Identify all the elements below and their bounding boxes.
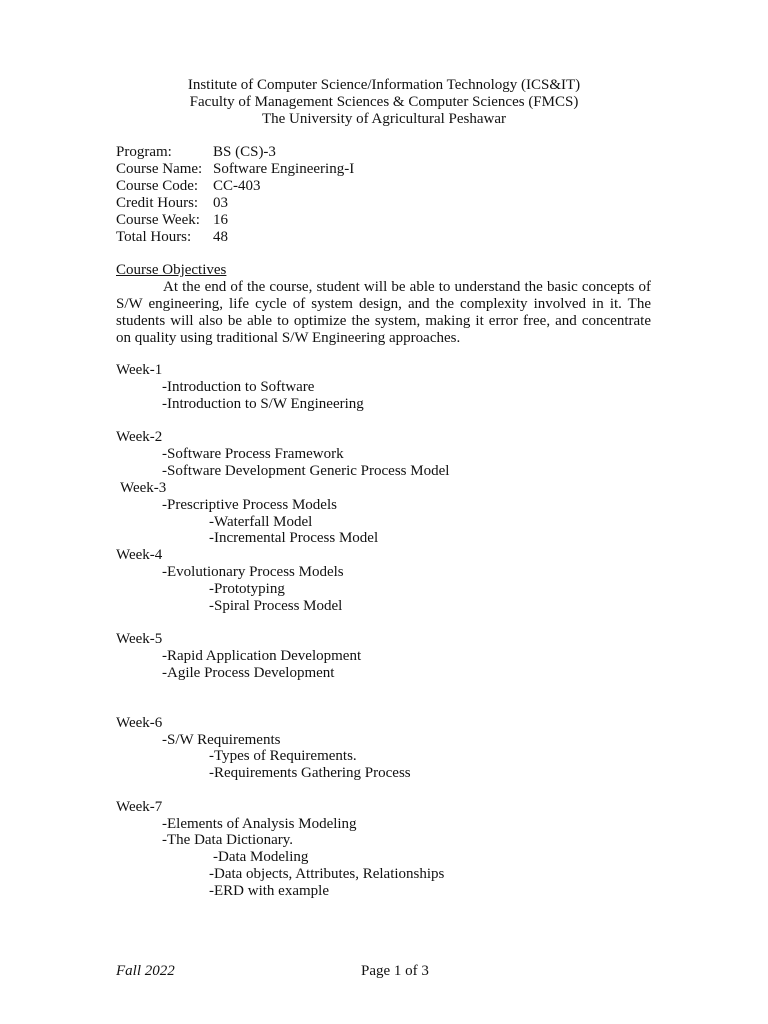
info-row-course-name <box>116 161 354 178</box>
course-info <box>116 144 354 246</box>
week-subtopic: -ERD with example <box>209 883 329 899</box>
week-topic: -Agile Process Development <box>162 665 335 681</box>
week-subtopic: -Data Modeling <box>213 849 309 865</box>
info-label: Program: <box>116 144 172 160</box>
info-label: Total Hours: <box>116 229 192 245</box>
info-value: BS (CS)-3 <box>213 144 276 160</box>
institute-name: Institute of Computer Science/Information Technology (ICS&IT) <box>187 77 581 93</box>
week-topic: -Prescriptive Process Models <box>162 497 337 513</box>
info-value: Software Engineering-I <box>213 161 355 177</box>
course-objectives <box>116 262 651 347</box>
info-row-course-week <box>116 212 354 229</box>
week-subtopic: -Spiral Process Model <box>209 598 343 614</box>
week-heading: Week-3 <box>120 480 167 496</box>
week-subtopic: -Waterfall Model <box>209 514 313 530</box>
week-topic: -Introduction to S/W Engineering <box>162 396 364 412</box>
week-heading: Week-4 <box>116 547 163 563</box>
info-row-credit-hours <box>116 195 354 212</box>
info-label: Credit Hours: <box>116 195 199 211</box>
info-row-course-code <box>116 178 354 195</box>
info-row-program <box>116 144 354 161</box>
week-topic: -Rapid Application Development <box>162 648 362 664</box>
info-label: Course Name: <box>116 161 203 177</box>
info-value: 48 <box>213 229 228 245</box>
week-heading: Week-5 <box>116 631 163 647</box>
info-label: Course Code: <box>116 178 199 194</box>
info-value: 16 <box>213 212 228 228</box>
week-subtopic: -Incremental Process Model <box>209 530 379 546</box>
week-topic: -The Data Dictionary. <box>162 832 294 848</box>
week-topic: -Software Process Framework <box>162 446 344 462</box>
week-heading: Week-1 <box>116 362 163 378</box>
week-topic: -Evolutionary Process Models <box>162 564 344 580</box>
week-subtopic: -Data objects, Attributes, Relationships <box>209 866 445 882</box>
faculty-name: Faculty of Management Sciences & Computer Sciences (FMCS) <box>189 94 579 110</box>
page-number: Page 1 of 3 <box>361 963 429 979</box>
info-value: 03 <box>213 195 228 211</box>
week-topic: -Elements of Analysis Modeling <box>162 816 357 832</box>
objectives-heading: Course Objectives <box>116 262 227 278</box>
footer-term: Fall 2022 <box>116 963 175 979</box>
document-header <box>0 77 768 128</box>
week-heading: Week-2 <box>116 429 163 445</box>
week-heading: Week-6 <box>116 715 163 731</box>
week-subtopic: -Types of Requirements. <box>209 748 357 764</box>
info-label: Course Week: <box>116 212 200 228</box>
info-value: CC-403 <box>213 178 261 194</box>
university-name: The University of Agricultural Peshawar <box>261 111 507 127</box>
info-row-total-hours <box>116 229 354 246</box>
week-topic: -Software Development Generic Process Model <box>162 463 450 479</box>
objectives-text: At the end of the course, student will be able to understand the basic concepts of S/W engineering, life cycle of system design, and the complexity involved in it. The students will also be able to optimize the system, making it error free, and concentrate on quality using traditional S/W Engineering approaches. <box>116 279 651 346</box>
week-heading: Week-7 <box>116 799 163 815</box>
week-subtopic: -Requirements Gathering Process <box>209 765 411 781</box>
week-topic: -Introduction to Software <box>162 379 315 395</box>
week-topic: -S/W Requirements <box>162 732 281 748</box>
week-subtopic: -Prototyping <box>209 581 285 597</box>
